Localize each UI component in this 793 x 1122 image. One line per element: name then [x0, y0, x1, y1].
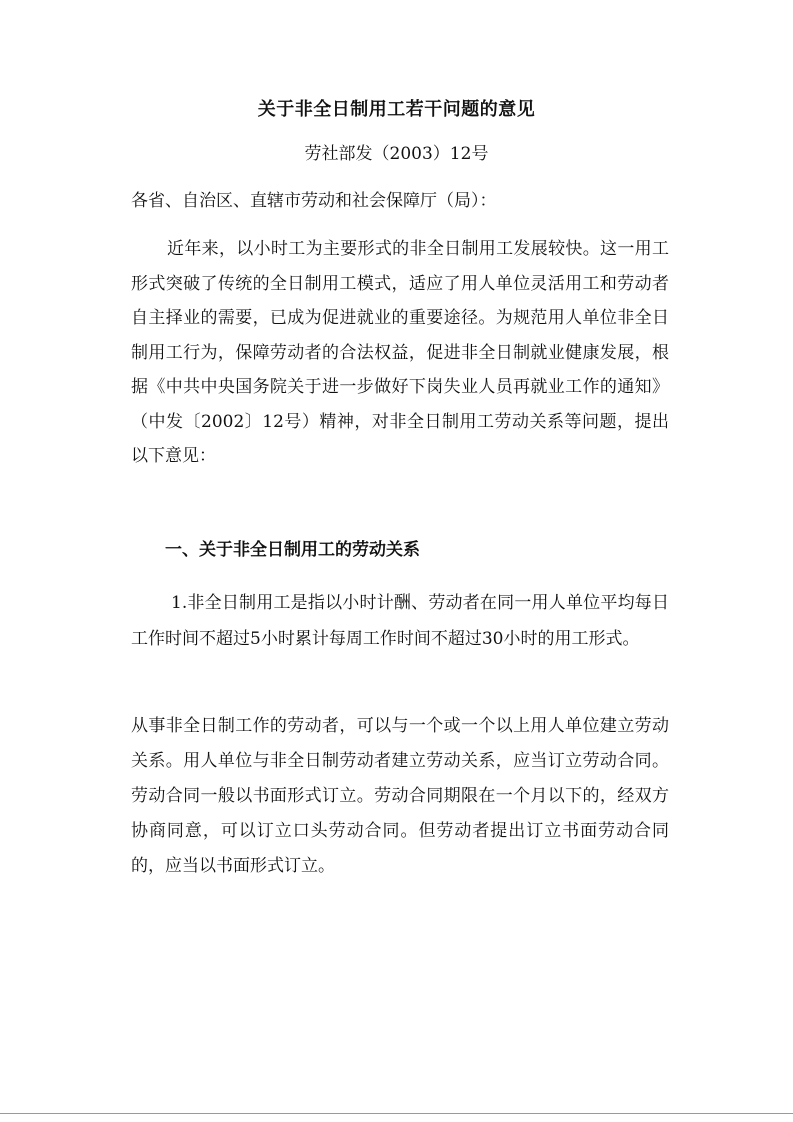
- labor-contract-paragraph: 从事非全日制工作的劳动者，可以与一个或一个以上用人单位建立劳动关系。用人单位与非全日制劳动者建立劳动关系，应当订立劳动合同。劳动合同一般以书面形式订立。劳动合同期限在一个月以下的，经双方协商同意，可以订立口头劳动合同。但劳动者提出订立书面劳动合同的，应当以书面形式订立。: [131, 716, 669, 876]
- document-number: 劳社部发（2003）12号: [304, 144, 489, 164]
- item-1-paragraph: 1.非全日制用工是指以小时计酬、劳动者在同一用人单位平均每日工作时间不超过5小时累计每周工作时间不超过30小时的用工形式。: [131, 593, 669, 649]
- document-title: 关于非全日制用工若干问题的意见: [257, 99, 536, 120]
- page-bottom-rule: [0, 1113, 793, 1114]
- section-heading-labor-relations: 一、关于非全日制用工的劳动关系: [165, 540, 420, 560]
- intro-paragraph: 近年来，以小时工为主要形式的非全日制用工发展较快。这一用工形式突破了传统的全日制用工模式，适应了用人单位灵活用工和劳动者自主择业的需要，已成为促进就业的重要途径。为规范用人单位非全日制用工行为，保障劳动者的合法权益，促进非全日制就业健康发展，根据《中共中央国务院关于进一步做好下岗失业人员再就业工作的通知》（中发〔2002〕12号）精神，对非全日制用工劳动关系等问题，提出以下意见：: [131, 239, 669, 466]
- addressee-line: 各省、自治区、直辖市劳动和社会保障厅（局）：: [131, 191, 497, 211]
